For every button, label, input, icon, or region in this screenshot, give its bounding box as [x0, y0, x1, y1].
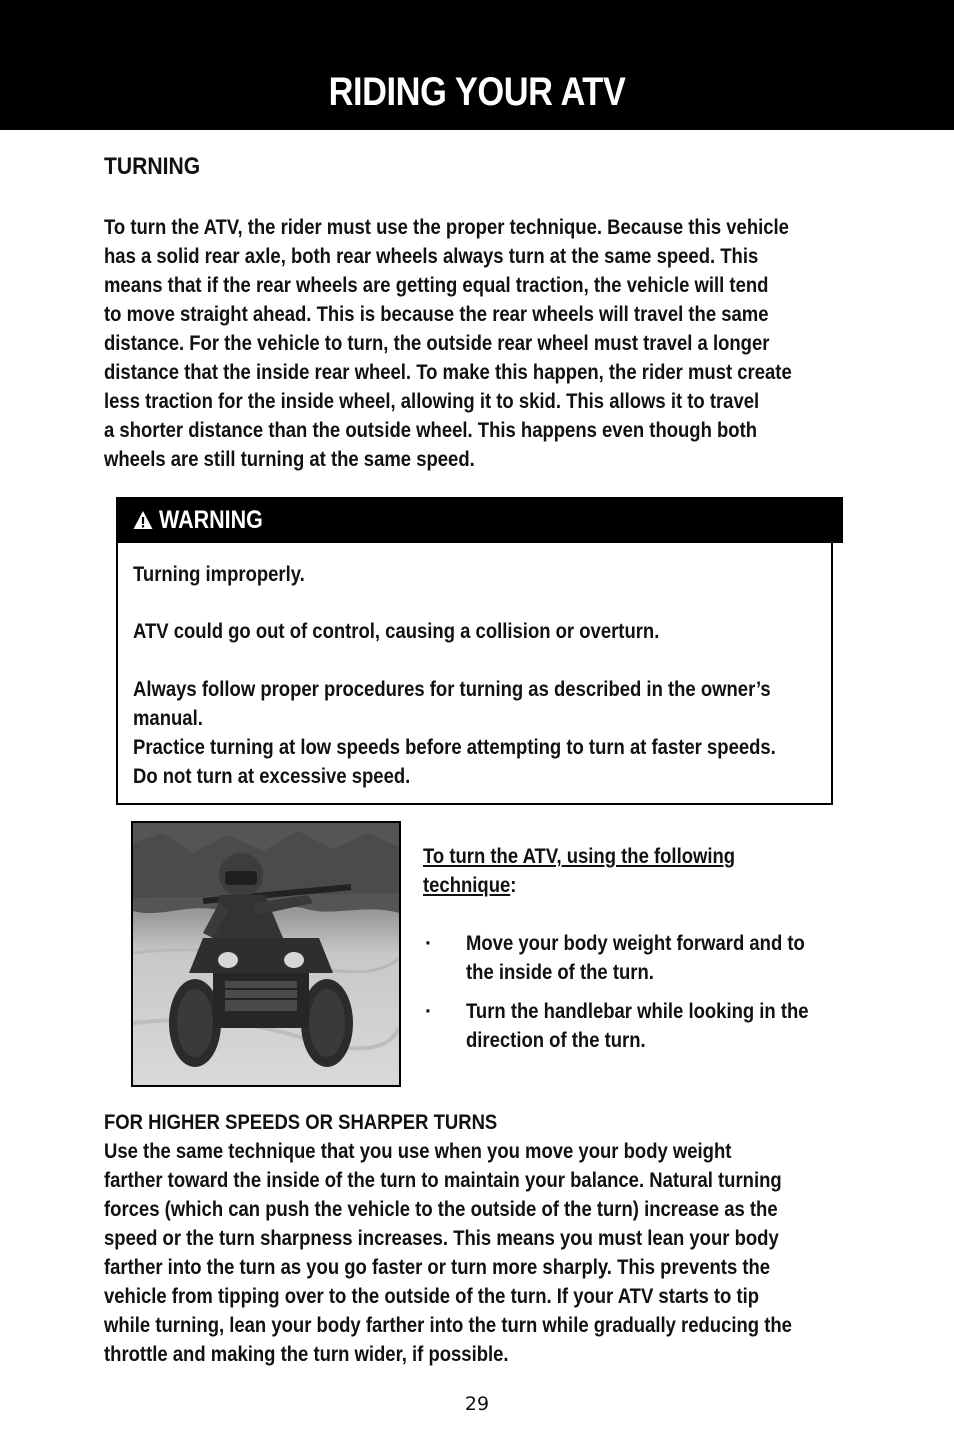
warning-instructions: [133, 675, 828, 791]
technique-heading-line1: To turn the ATV, using the following: [423, 845, 736, 868]
paragraph-line: a shorter distance than the outside wheel. This happens even though both: [104, 419, 758, 442]
atv-rider-photo: [131, 821, 401, 1087]
paragraph-line: has a solid rear axle, both rear wheels always turn at the same speed. This: [104, 245, 759, 268]
paragraph-line: less traction for the inside wheel, allowing it to skid. This allows it to travel: [104, 390, 760, 413]
paragraph-line: means that if the rear wheels are getting equal traction, the vehicle will tend: [104, 274, 769, 297]
paragraph-line: distance. For the vehicle to turn, the outside rear wheel must travel a longer: [104, 332, 770, 355]
warning-instruction-line: Always follow proper procedures for turning as described in the owner’s: [133, 678, 771, 701]
warning-instruction-line: Do not turn at excessive speed.: [133, 765, 411, 788]
technique-heading: [423, 842, 793, 900]
bullet-icon: ·: [425, 932, 432, 955]
paragraph-line: farther into the turn as you go faster or turn more sharply. This prevents the: [104, 1256, 771, 1279]
paragraph-line: forces (which can push the vehicle to the outside of the turn) increase as the: [104, 1198, 778, 1221]
technique-heading-line2: technique: [423, 874, 511, 897]
paragraph-line: while turning, lean your body farther into the turn while gradually reducing the: [104, 1314, 792, 1337]
technique-bullet: [466, 997, 836, 1055]
bullet-line: Turn the handlebar while looking in the: [466, 1000, 809, 1023]
paragraph-line: farther toward the inside of the turn to maintain your balance. Natural turning: [104, 1169, 782, 1192]
page-title: RIDING YOUR ATV: [328, 70, 626, 114]
paragraph-line: distance that the inside rear wheel. To make this happen, the rider must create: [104, 361, 792, 384]
bullet-line: the inside of the turn.: [466, 961, 654, 984]
higher-speeds-section: [104, 1108, 843, 1369]
paragraph-line: speed or the turn sharpness increases. This means you must lean your body: [104, 1227, 779, 1250]
technique-bullet: [466, 929, 836, 987]
paragraph-line: To turn the ATV, the rider must use the proper technique. Because this vehicle: [104, 216, 789, 239]
page-number: 29: [464, 1393, 490, 1415]
bullet-line: direction of the turn.: [466, 1029, 646, 1052]
paragraph-line: vehicle from tipping over to the outside of the turn. If your ATV starts to tip: [104, 1285, 760, 1308]
paragraph-line: to move straight ahead. This is because the rear wheels will travel the same: [104, 303, 769, 326]
bullet-line: Move your body weight forward and to: [466, 932, 805, 955]
paragraph-line: Use the same technique that you use when you move your body weight: [104, 1140, 732, 1163]
bullet-icon: ·: [425, 1000, 432, 1023]
section-heading-turning: TURNING: [104, 153, 201, 180]
warning-instruction-line: Practice turning at low speeds before attempting to turn at faster speeds.: [133, 736, 776, 759]
turning-paragraph: [104, 213, 843, 474]
warning-consequence: ATV could go out of control, causing a collision or overturn.: [133, 620, 660, 643]
warning-hazard: Turning improperly.: [133, 563, 305, 586]
paragraph-line: throttle and making the turn wider, if possible.: [104, 1343, 509, 1366]
technique-heading-colon: :: [510, 874, 517, 897]
section-heading-higher-speeds: FOR HIGHER SPEEDS OR SHARPER TURNS: [104, 1111, 498, 1134]
paragraph-line: wheels are still turning at the same speed.: [104, 448, 475, 471]
warning-instruction-line: manual.: [133, 707, 203, 730]
warning-triangle-icon: [133, 510, 153, 530]
warning-label: WARNING: [159, 506, 263, 534]
